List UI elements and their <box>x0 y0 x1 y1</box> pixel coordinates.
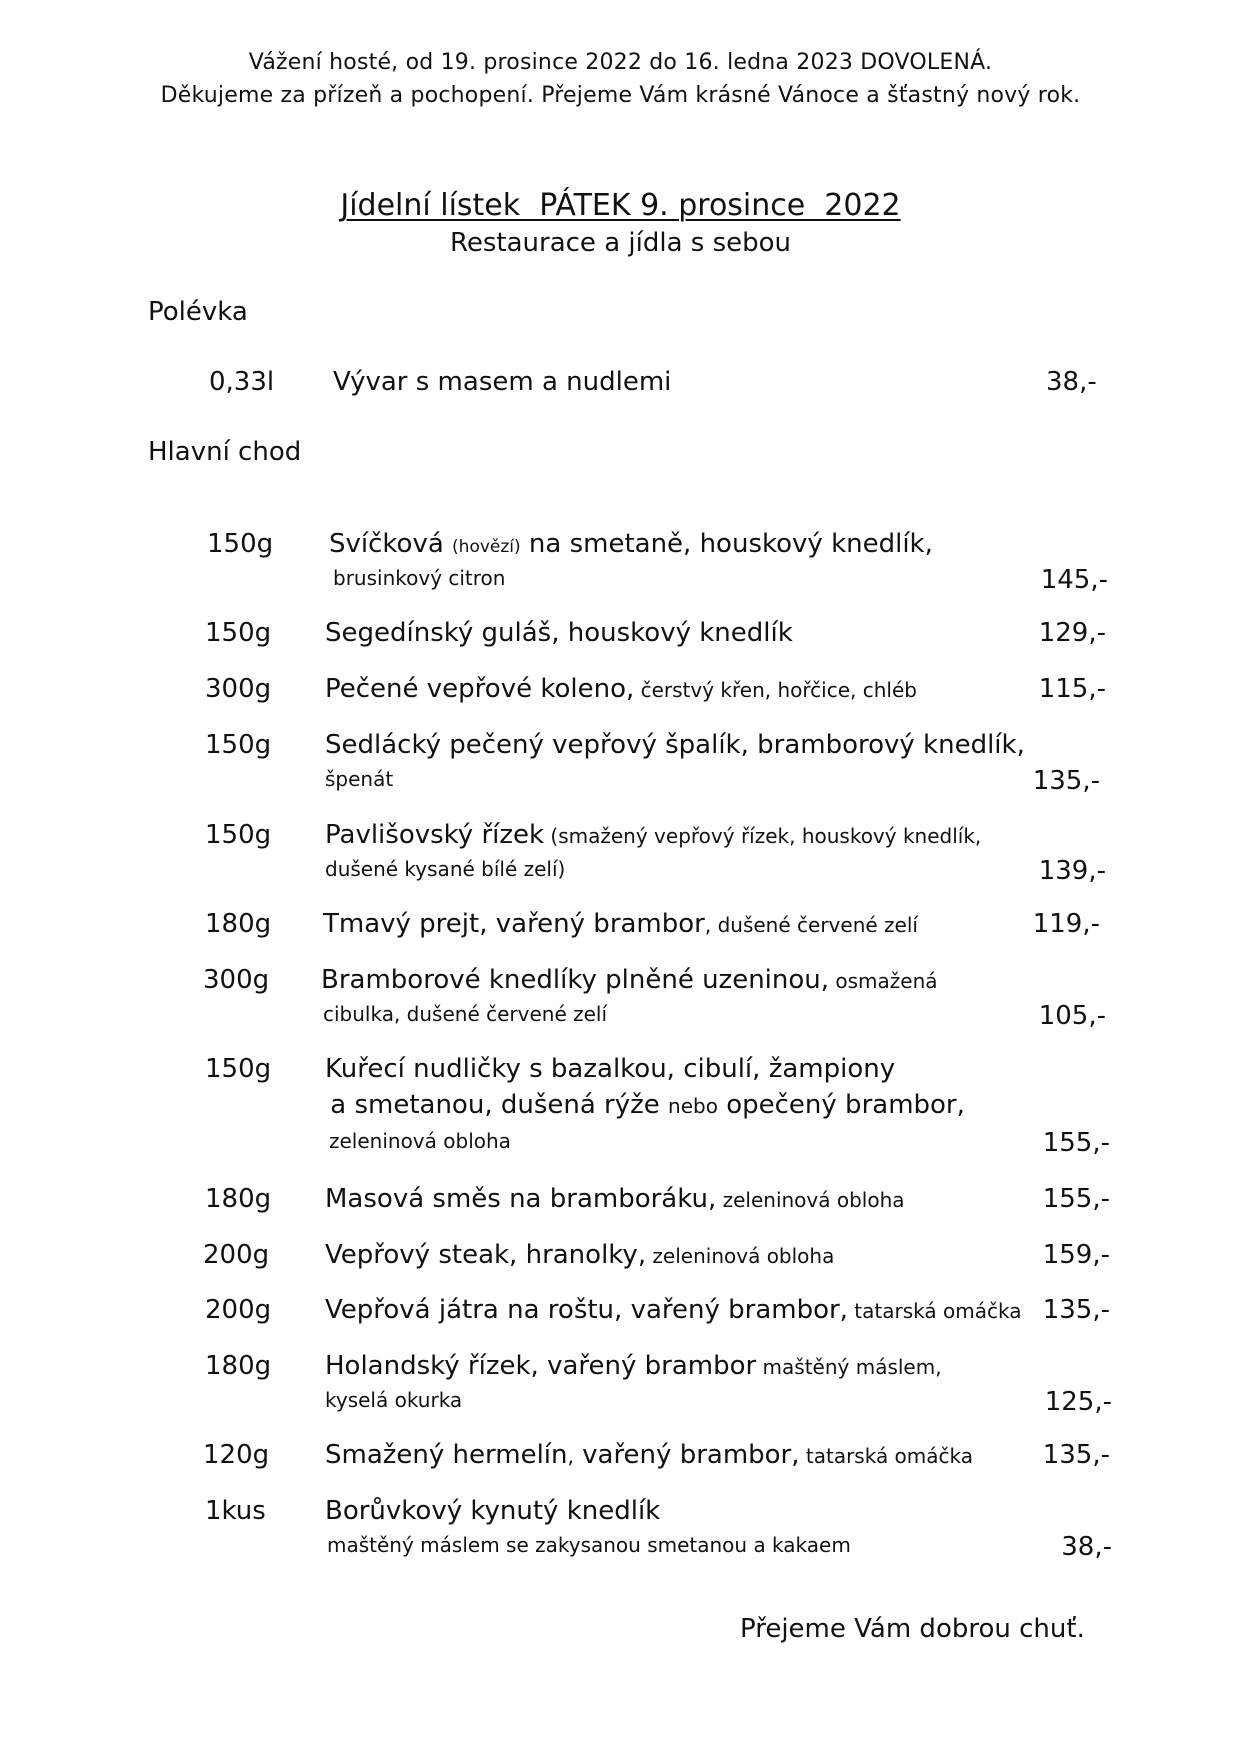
item-name-line <box>323 906 918 943</box>
item-name-cont: vařený brambor, <box>573 1440 800 1470</box>
item-price: 115,- <box>1038 674 1106 704</box>
item-name-line <box>325 817 981 854</box>
item-sub: cibulka, dušené červené zelí <box>323 1002 608 1026</box>
item-name: Vepřová játra na roštu, vařený brambor, <box>325 1295 848 1325</box>
item-name-cont: a smetanou, dušená rýže <box>322 1090 669 1120</box>
item-name: Segedínský guláš, houskový knedlík <box>325 618 793 648</box>
item-name: Kuřecí nudličky s bazalkou, cibulí, žampiony <box>325 1054 896 1084</box>
item-sub: špenát <box>325 767 394 791</box>
item-price: 145,- <box>1040 565 1108 595</box>
item-name-line <box>325 671 917 708</box>
item-price: 135,- <box>1032 766 1100 796</box>
item-name: Bramborové knedlíky plněné uzeninou, <box>321 965 830 995</box>
item-weight: 150g <box>207 529 274 559</box>
item-note: , dušené červené zelí <box>704 913 918 937</box>
item-name-line <box>325 1292 1021 1329</box>
item-sub: brusinkový citron <box>333 566 506 590</box>
item-price: 38,- <box>1061 1532 1112 1562</box>
menu-title <box>0 186 1241 226</box>
item-note: (hovězí) <box>452 537 521 557</box>
item-price: 125,- <box>1044 1387 1112 1417</box>
item-price: 129,- <box>1038 618 1106 648</box>
item-name: Masová směs na bramboráku, <box>325 1184 717 1214</box>
item-price: 155,- <box>1042 1184 1110 1214</box>
item-name: Vývar s masem a nudlemi <box>333 367 672 397</box>
item-name: Vepřový steak, hranolky, <box>325 1240 647 1270</box>
notice-line-2: Děkujeme za přízeň a pochopení. Přejeme Vám krásné Vánoce a šťastný nový rok. <box>160 83 1081 108</box>
item-name: Sedlácký pečený vepřový špalík, bramborový knedlík, <box>325 730 1025 760</box>
item-price: 135,- <box>1042 1295 1110 1325</box>
item-weight: 120g <box>203 1440 270 1470</box>
item-sub: kyselá okurka <box>325 1388 463 1412</box>
item-note: čerstvý křen, hořčice, chléb <box>634 678 917 702</box>
menu-subtitle: Restaurace a jídla s sebou <box>449 228 792 258</box>
item-note: osmažená <box>829 969 938 993</box>
item-weight: 1kus <box>205 1496 266 1526</box>
item-name-line <box>325 1437 973 1474</box>
item-name: Holandský řízek, vařený brambor <box>325 1351 757 1381</box>
item-name: Smažený hermelín <box>325 1440 568 1470</box>
item-weight: 180g <box>205 1184 272 1214</box>
item-sub: zeleninová obloha <box>329 1129 511 1153</box>
item-name: Borůvkový kynutý knedlík <box>325 1496 661 1526</box>
item-weight: 300g <box>205 674 272 704</box>
section-heading-main: Hlavní chod <box>148 437 302 467</box>
item-weight: 150g <box>205 1054 272 1084</box>
item-weight: 180g <box>205 909 272 939</box>
item-weight: 200g <box>205 1295 272 1325</box>
item-weight: 0,33l <box>209 367 275 397</box>
item-note: (smažený vepřový řízek, houskový knedlík, <box>544 824 982 848</box>
item-price: 155,- <box>1042 1128 1110 1158</box>
item-note: tatarská omáčka <box>799 1444 974 1468</box>
item-note: tatarská omáčka <box>847 1299 1022 1323</box>
item-sub: maštěný máslem se zakysanou smetanou a kakaem <box>327 1533 851 1557</box>
menu-title-text: Jídelní lístek PÁTEK 9. prosince 2022 <box>340 188 901 223</box>
item-name-line <box>321 962 938 999</box>
item-weight: 180g <box>205 1351 272 1381</box>
item-name: Pečené vepřové koleno, <box>325 674 635 704</box>
item-weight: 150g <box>205 730 272 760</box>
item-name-line-2 <box>322 1087 965 1124</box>
item-price: 119,- <box>1032 909 1100 939</box>
item-name-line <box>329 526 933 565</box>
item-price: 135,- <box>1042 1440 1110 1470</box>
item-name-line <box>325 1348 942 1385</box>
closing-wish: Přejeme Vám dobrou chuť. <box>740 1614 1085 1644</box>
item-weight: 150g <box>205 820 272 850</box>
item-note: zeleninová obloha <box>716 1188 905 1212</box>
item-note-or: nebo <box>668 1094 718 1118</box>
item-name-line <box>325 1237 834 1274</box>
item-weight: 300g <box>203 965 270 995</box>
item-note: maštěný máslem, <box>756 1355 942 1379</box>
closure-notice <box>0 46 1241 112</box>
item-name: Tmavý prejt, vařený brambor <box>323 909 705 939</box>
item-price: 139,- <box>1038 856 1106 886</box>
item-note: zeleninová obloha <box>646 1244 835 1268</box>
section-heading-soup: Polévka <box>148 297 248 327</box>
item-weight: 150g <box>205 618 272 648</box>
item-name-line <box>325 1181 905 1218</box>
item-weight: 200g <box>203 1240 270 1270</box>
item-sub: dušené kysané bílé zelí) <box>325 857 566 881</box>
notice-line-1: Vážení hosté, od 19. prosince 2022 do 16. ledna 2023 DOVOLENÁ. <box>248 50 993 75</box>
item-price: 105,- <box>1038 1001 1106 1031</box>
item-name-cont: na smetaně, houskový knedlík, <box>520 529 933 559</box>
item-name: Pavlišovský řízek <box>325 820 545 850</box>
item-price: 38,- <box>1046 367 1097 397</box>
item-name: Svíčková <box>329 529 444 559</box>
item-price: 159,- <box>1042 1240 1110 1270</box>
item-name-comma: , <box>567 1444 574 1468</box>
item-name-cont-2: opečený brambor, <box>717 1090 965 1120</box>
